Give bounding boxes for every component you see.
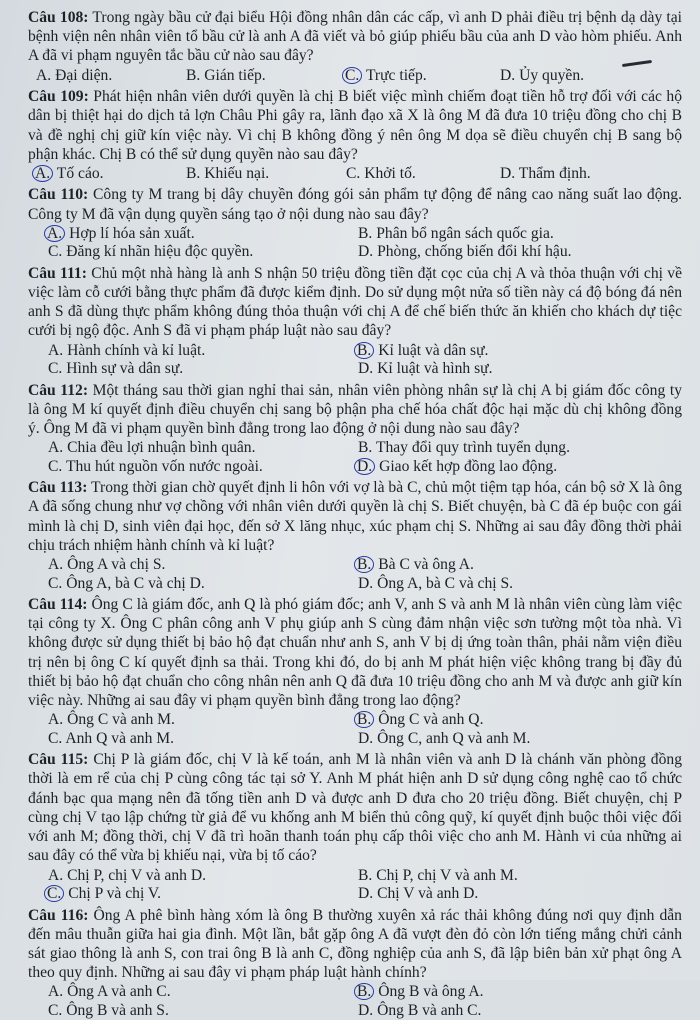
answer-letter: D. [358,243,374,261]
answer-letter: C. [346,164,361,182]
answer-letter: D. [358,885,374,902]
answer-text: Chị P, chị V và anh M. [376,866,518,884]
question-number: Câu 114: [28,596,88,614]
answer-text: Ông C và anh M. [67,711,175,729]
answer-option [48,439,358,458]
answer-option [186,165,346,184]
answer-option [48,575,358,594]
question-number: Câu 110: [28,186,89,204]
question-body: Ông A phê bình hàng xóm là ông B thường xuyên xả rác thải không đúng nơi quy định dẫn đến mâu thuẫn giữa hai gia đình. Một lần, bắt gặp ông A đã vượt đèn đỏ còn lớn tiếng mắng chửi cảnh sát giao thông là anh S, con trai ông B là anh C, đồng nghiệp của anh S, đã lập biên bản xử phạt ông A theo quy định. Những ai sau đây vi phạm pháp luật hành chính? [28,906,682,982]
answer-text: Đăng kí nhãn hiệu độc quyền. [66,243,254,261]
answer-letter: A. [48,983,64,1001]
answer-options [28,67,682,86]
answer-text: Giao kết hợp đồng lao động. [379,457,558,475]
question-number: Câu 115: [28,751,89,769]
question-body: Phát hiện nhân viên dưới quyền là chị B biết việc mình chiếm đoạt tiền hỗ trợ đối với các hộ dân bị thiệt hại do dịch tả lợn Châu Phi gây ra, lãnh đạo xã X là ông M đã đưa 10 triệu đồng cho chị B và đề nghị chị giữ kín việc này. Vì chị B không đồng ý nên ông M dọa sẽ điều chuyển chị B sang bộ phận khác. Chị B có thể sử dụng quyền nào sau đây? [28,88,682,163]
answer-text: Chị P, chị V và anh D. [67,866,206,884]
answer-text: Kỉ luật và hình sự. [377,360,493,378]
answer-option [358,243,682,262]
answer-letter: A. [48,439,64,457]
answer-text: Phòng, chống biến đổi khí hậu. [377,243,572,261]
answer-letter: A. [48,556,64,574]
answer-option [48,730,358,749]
question-body: Một tháng sau thời gian nghỉ thai sản, nhân viên phòng nhân sự là chị A bị giám đốc công ty là ông M kí quyết định điều chuyển chị sang bộ phận pha chế hóa chất độc hại mặc dù chị không đồng ý. Ông M đã vi phạm quyền bình đẳng trong lao động ở nội dung nào sau đây? [28,381,682,438]
question-number: Câu 116: [28,906,89,924]
question-number: Câu 113: [28,479,88,497]
answer-option [500,165,682,184]
answer-letter: A. [36,66,52,84]
answer-option [48,342,358,361]
circled-answer-letter: A. [44,225,65,242]
answer-option [48,556,358,575]
question-body: Ông C là giám đốc, anh Q là phó giám đốc; anh V, anh S và anh M là nhân viên cùng làm việc tại công ty X. Ông C phân công anh V phụ giúp anh S cùng đảm nhận việc sơn tường một tòa nhà. Vì không được sử dụng thiết bị bảo hộ đạt chuẩn như anh S, anh V bị dị ứng toàn thân, phải nằm viện điều trị nên bị ông C kí quyết định sa thải. Trong khi đó, do bị anh M phát hiện việc không trang bị đầy đủ thiết bị bảo hộ đạt chuẩn cho công nhân nên anh Q đã đưa 10 triệu đồng cho anh M và được anh giữ kín việc này. Những ai sau đây vi phạm quyền bình đẳng trong lao động? [28,596,682,710]
question-text [28,185,682,223]
answer-options [28,225,682,262]
answer-option [358,556,682,575]
answer-text: Tố cáo. [56,164,104,182]
answer-options [28,439,682,476]
answer-text: Ông B và ông A. [378,983,484,1001]
answer-text: Ông B và anh S. [66,1001,169,1019]
question-text [28,264,682,341]
answer-text: Anh Q và anh M. [65,729,175,747]
answer-option [48,711,358,730]
answer-options [28,165,682,184]
question-number: Câu 108: [28,9,89,26]
answer-options [28,983,682,1020]
answer-option [358,885,682,904]
answer-letter: D. [358,729,374,747]
answer-text: Thay đổi quy trình tuyển dụng. [375,439,570,457]
answer-letter: D. [500,66,516,84]
answer-letter: B. [186,66,201,84]
question-body: Chủ một nhà hàng là anh S nhận 50 triệu đồng tiền đặt cọc của chị A và thỏa thuận với chị về việc làm cỗ cưới bằng thực phẩm đã được kiểm định. Do sử dụng một nửa số tiền này cá độ bóng đá nên anh S đã dùng thực phẩm không đúng thỏa thuận với chị A để chế biến thức ăn khiến cho khách dự tiệc cưới bị ngộ độc. Anh S đã vi phạm pháp luật nào sau đây? [28,264,683,340]
answer-option [358,867,682,886]
circled-answer-letter: C. [44,885,64,902]
answer-option [358,1002,682,1020]
question-number: Câu 111: [28,264,87,282]
answer-option [358,730,682,749]
question-text [28,8,682,66]
answer-option [48,1002,358,1020]
question-text [28,381,682,439]
answer-text: Ông C và anh Q. [378,711,484,729]
answer-option [48,243,358,262]
answer-option [500,67,682,86]
answer-text: Đại diện. [55,66,113,84]
question-text [28,87,682,164]
answer-letter: C. [48,729,63,747]
answer-option [48,867,358,886]
circled-answer-letter: C. [342,67,362,84]
answer-letter: A. [48,711,64,729]
question-number: Câu 109: [28,88,89,106]
answer-options [28,711,682,748]
answer-text: Chị V và anh D. [377,885,479,902]
answer-letter: C. [48,243,63,261]
answer-text: Ông A, bà C và chị S. [377,574,514,592]
answer-letter: D. [358,1001,374,1019]
answer-text: Khởi tố. [364,164,416,182]
question-body: Trong ngày bầu cử đại biểu Hội đồng nhân dân các cấp, vì anh D phải điều trị bệnh dạ dày tại bệnh viện nên nhân viên tổ bầu cử là anh A đã viết và bỏ giúp phiếu bầu của anh D vào hòm phiếu. Anh A đã vi phạm nguyên tắc bầu cử nào sau đây? [28,9,683,65]
answer-letter: B. [358,439,373,457]
answer-text: Gián tiếp. [204,66,266,84]
answer-text: Hình sự và dân sự. [66,360,184,378]
answer-option [48,885,358,904]
answer-option [186,67,346,86]
answer-option [36,165,186,184]
answer-text: Khiếu nại. [204,164,270,182]
answer-text: Ông A và chị S. [67,556,166,574]
circled-answer-letter: D. [354,458,375,475]
question-body: Trong thời gian chờ quyết định li hôn với vợ là bà C, chủ một tiệm tạp hóa, cán bộ sở X là ông A đã sống chung như vợ chồng với nhân viên dưới quyền là chị S. Biết chuyện, bà C đã ép buộc con gái mình là chị D, sinh viên đại học, đến sở X lăng nhục, xúc phạm chị S. Những ai sau đây đồng thời phải chịu trách nhiệm hành chính và kỉ luật? [28,479,682,554]
question-list [28,8,682,1020]
answer-text: Kỉ luật và dân sự. [378,341,489,359]
answer-options [28,556,682,593]
answer-option [358,225,682,244]
answer-text: Chia đều lợi nhuận bình quân. [67,439,256,457]
answer-letter: A. [48,341,64,359]
question-body: Công ty M trang bị dây chuyền đóng gói sản phẩm tự động để nâng cao năng suất lao động. Công ty M đã vận dụng quyền sáng tạo ở nội dung nào sau đây? [28,186,682,223]
answer-text: Ông B và anh C. [377,1001,482,1019]
question-body: Chị P là giám đốc, chị V là kế toán, anh M là nhân viên và anh D là chánh văn phòng đồng thời là em rể của chị P cùng công tác tại sở Y. Anh M phát hiện anh D sử dụng công nghệ cao tổ chức đánh bạc qua mạng nên đã tống tiền anh D và được anh D đưa cho 20 triệu đồng. Biết chuyện, chị P cùng chị V tạo lập chứng từ giả để vu khống anh M biển thủ công quỹ, kí quyết định buộc thôi việc đối với anh M; đồng thời, chị V đã trì hoãn thanh toán phụ cấp thôi việc cho anh M. Hành vi của những ai sau đây có thể vừa bị khiếu nại, vừa bị tố cáo? [28,751,682,865]
answer-letter: C. [48,457,63,475]
question-text [28,478,682,555]
circled-answer-letter: B. [354,711,374,728]
circled-answer-letter: B. [354,556,374,573]
circled-answer-letter: B. [354,342,374,359]
circled-answer-letter: B. [354,983,374,1000]
answer-text: Thu hút nguồn vốn nước ngoài. [65,457,263,475]
answer-letter: D. [358,574,374,592]
question-text [28,906,682,983]
answer-option [358,439,682,458]
answer-letter: D. [358,360,374,378]
question-text [28,595,682,710]
answer-letter: C. [48,360,63,378]
answer-options [28,867,682,904]
answer-text: Ủy quyền. [519,66,585,84]
answer-option [48,360,358,379]
answer-letter: A. [48,866,64,884]
answer-option [358,711,682,730]
answer-option [346,67,500,86]
answer-text: Ông C, anh Q và anh M. [377,729,531,747]
answer-option [48,225,358,244]
answer-option [358,360,682,379]
answer-letter: B. [186,164,201,182]
answer-text: Phân bổ ngân sách quốc gia. [376,224,554,242]
answer-option [48,458,358,477]
answer-text: Thẩm định. [518,164,591,182]
answer-letter: B. [358,866,373,884]
circled-answer-letter: A. [32,165,53,182]
answer-text: Hợp lí hóa sản xuất. [69,224,195,242]
answer-text: Ông A, bà C và chị D. [66,574,205,592]
answer-option [358,458,682,477]
answer-option [358,342,682,361]
answer-option [36,67,186,86]
answer-text: Hành chính và kỉ luật. [67,341,206,359]
question-number: Câu 112: [28,381,89,399]
answer-option [346,165,500,184]
answer-text: Trực tiếp. [365,66,427,84]
question-text [28,750,682,865]
answer-letter: C. [48,1001,63,1019]
answer-letter: C. [48,574,63,592]
answer-options [28,342,682,379]
answer-option [48,983,358,1002]
answer-letter: B. [358,224,373,242]
answer-text: Chị P và chị V. [68,885,162,902]
answer-text: Bà C và ông A. [378,556,474,574]
answer-letter: D. [500,164,516,182]
answer-text: Ông A và anh C. [67,983,171,1001]
answer-option [358,575,682,594]
answer-option [358,983,682,1002]
